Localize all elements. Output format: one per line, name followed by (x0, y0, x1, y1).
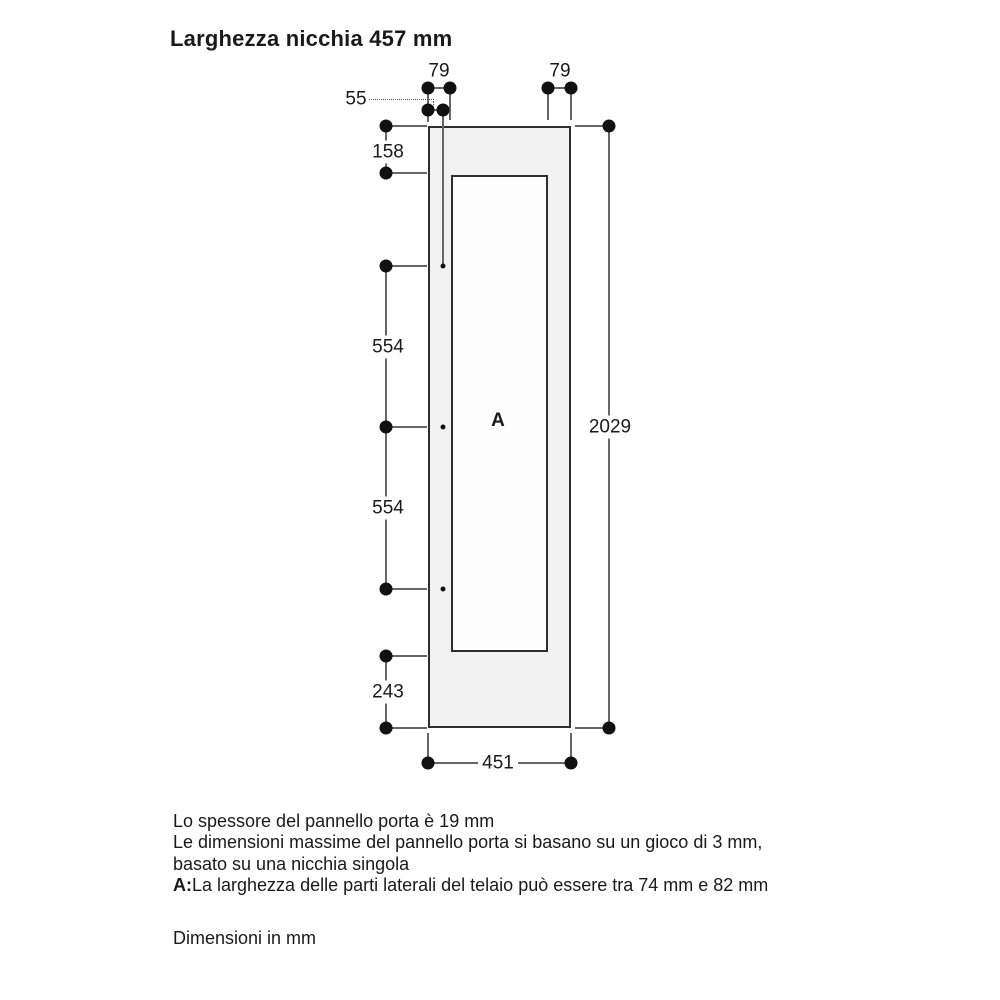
dim-label-55: 55 (345, 88, 367, 110)
leader-line (390, 727, 427, 728)
leader-dotted-55 (369, 99, 434, 100)
dim-dot (437, 104, 450, 117)
note-a-text: La larghezza delle parti laterali del telaio può essere tra 74 mm e 82 mm (192, 875, 769, 896)
units-note: Dimensioni in mm (173, 928, 317, 948)
note-line: Le dimensioni massime del pannello porta si basano su un gioco di 3 mm, (173, 832, 763, 853)
note-line: Lo spessore del pannello porta è 19 mm (173, 811, 495, 831)
hinge-point (441, 587, 446, 592)
dim-label-158: 158 (368, 141, 408, 164)
dim-dot (565, 82, 578, 95)
dim-dot (542, 82, 555, 95)
note-a-prefix: A: (173, 875, 192, 896)
dim-label-243: 243 (368, 681, 408, 704)
dim-label-554-upper: 554 (368, 336, 408, 359)
dim-dot (444, 82, 457, 95)
dim-label-554-lower: 554 (368, 497, 408, 520)
dim-dot (380, 722, 393, 735)
dim-dot (380, 583, 393, 596)
leader-line (390, 125, 427, 126)
ext-line (449, 94, 450, 120)
dim-dot (603, 722, 616, 735)
dim-dot (380, 260, 393, 273)
dim-dot (380, 167, 393, 180)
dim-dot (603, 120, 616, 133)
note-line: basato su una nicchia singola (173, 853, 410, 874)
dim-dot (422, 104, 435, 117)
leader-line (390, 426, 427, 427)
dim-label-79-right: 79 (549, 60, 571, 82)
hinge-point (441, 425, 446, 430)
leader-line (390, 588, 427, 589)
dim-dot (380, 421, 393, 434)
panel-reference-label: A (491, 410, 505, 431)
notes-block (173, 811, 768, 897)
dim-label-2029: 2029 (585, 416, 635, 439)
dim-dot (422, 757, 435, 770)
leader-line (390, 655, 427, 656)
dim-dot (380, 650, 393, 663)
page-title: Larghezza nicchia 457 mm (170, 26, 453, 51)
hinge-point (441, 264, 446, 269)
dim-dot (565, 757, 578, 770)
dim-label-79-left: 79 (428, 60, 450, 82)
ext-line (570, 94, 571, 120)
leader-line (390, 172, 427, 173)
dim-dot (380, 120, 393, 133)
hinge-axis-line (442, 116, 443, 266)
leader-line (390, 265, 427, 266)
ext-line (570, 733, 571, 758)
dim-label-451: 451 (478, 752, 518, 775)
ext-line (547, 94, 548, 120)
ext-line (427, 733, 428, 758)
note-line (173, 875, 768, 896)
dim-dot (422, 82, 435, 95)
